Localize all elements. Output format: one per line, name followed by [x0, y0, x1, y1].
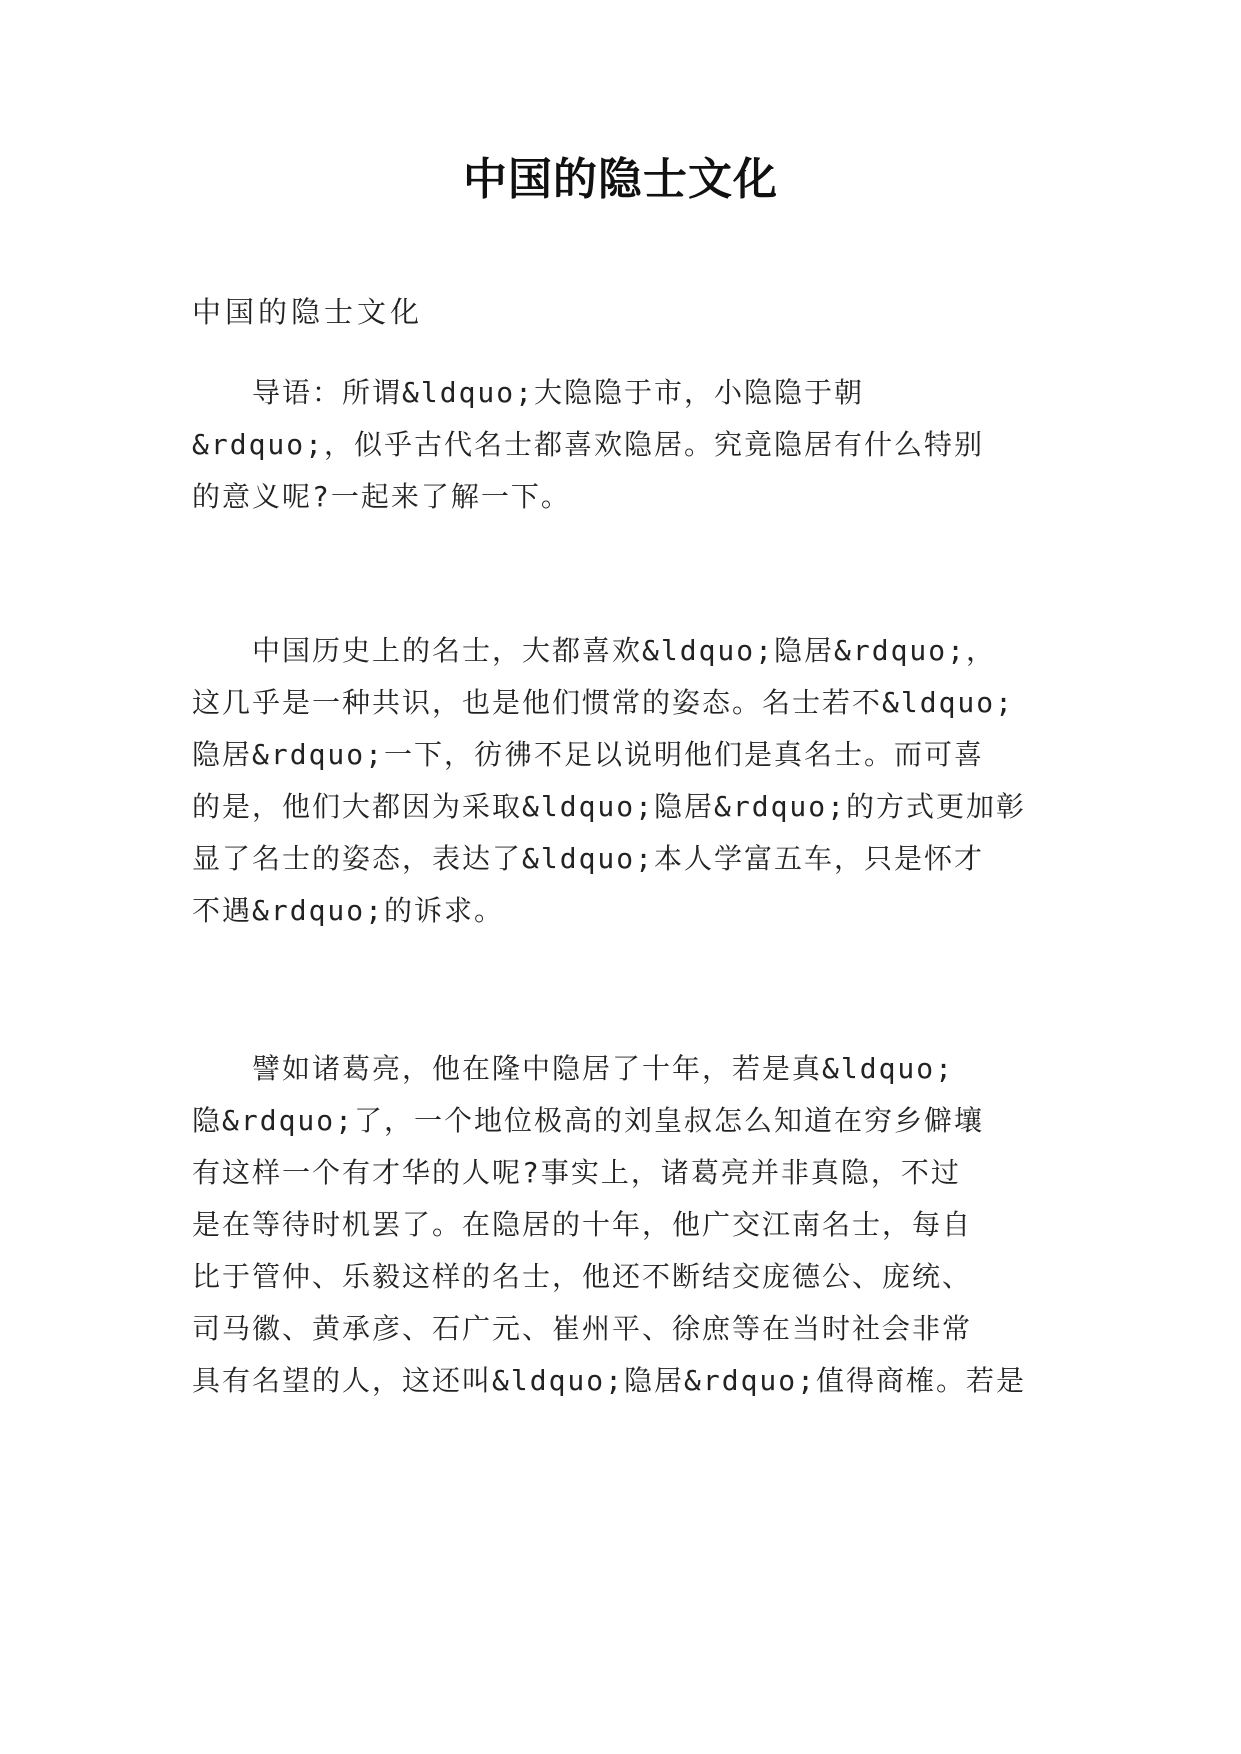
paragraph-line: 隐&rdquo;了，一个地位极高的刘皇叔怎么知道在穷乡僻壤 — [192, 1104, 985, 1137]
paragraph-line: 中国历史上的名士，大都喜欢&ldquo;隐居&rdquo;， — [192, 634, 997, 667]
paragraph-line: 导语：所谓&ldquo;大隐隐于市，小隐隐于朝 — [192, 376, 865, 409]
paragraph-line: 的是，他们大都因为采取&ldquo;隐居&rdquo;的方式更加彰 — [192, 790, 1027, 823]
paragraph-line: 的意义呢?一起来了解一下。 — [192, 480, 571, 513]
paragraph-line: 具有名望的人，这还叫&ldquo;隐居&rdquo;值得商榷。若是 — [192, 1364, 1027, 1397]
document-title: 中国的隐士文化 — [463, 154, 778, 205]
paragraph-line: 譬如诸葛亮，他在隆中隐居了十年，若是真&ldquo; — [192, 1052, 955, 1085]
paragraph-line: 显了名士的姿态，表达了&ldquo;本人学富五车，只是怀才 — [192, 842, 985, 875]
document-subtitle: 中国的隐士文化 — [192, 295, 424, 329]
paragraph-line: 不遇&rdquo;的诉求。 — [192, 894, 505, 927]
paragraph-line: 隐居&rdquo;一下，彷彿不足以说明他们是真名士。而可喜 — [192, 738, 985, 771]
paragraph-line: &rdquo;，似乎古代名士都喜欢隐居。究竟隐居有什么特别 — [192, 428, 985, 461]
paragraph-line: 比于管仲、乐毅这样的名士，他还不断结交庞德公、庞统、 — [192, 1260, 973, 1293]
paragraph-line: 有这样一个有才华的人呢?事实上，诸葛亮并非真隐，不过 — [192, 1156, 961, 1189]
paragraph-line: 是在等待时机罢了。在隐居的十年，他广交江南名士，每自 — [192, 1208, 973, 1241]
paragraph-line: 这几乎是一种共识，也是他们惯常的姿态。名士若不&ldquo; — [192, 686, 1015, 719]
paragraph-line: 司马徽、黄承彦、石广元、崔州平、徐庶等在当时社会非常 — [192, 1312, 973, 1345]
